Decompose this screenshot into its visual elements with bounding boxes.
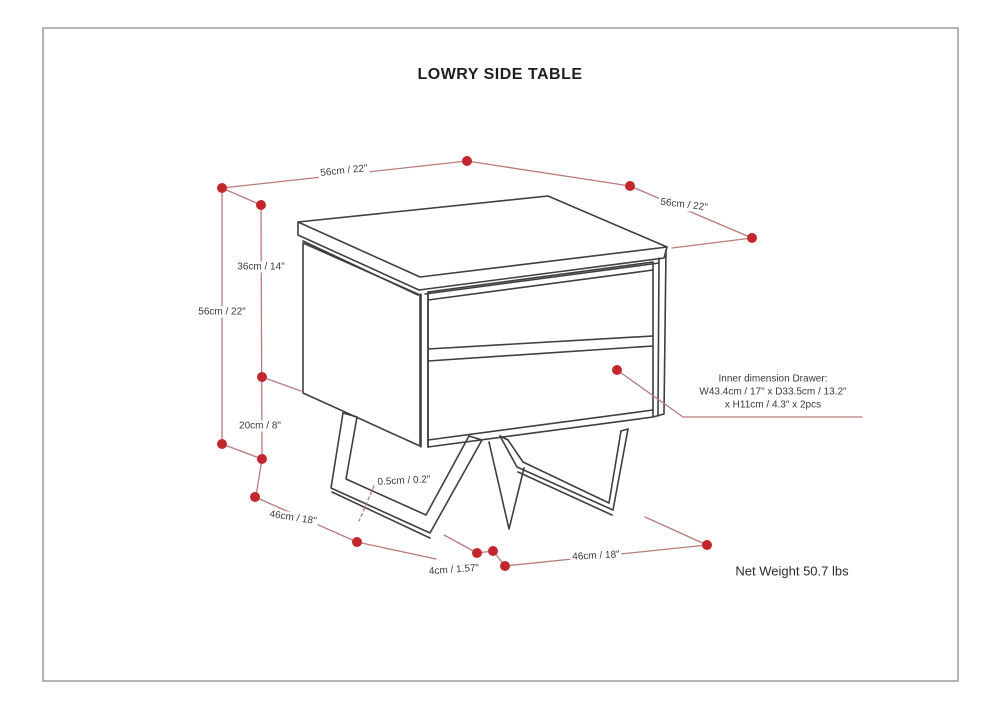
inner-drawer-note-line2: W43.4cm / 17" x D33.5cm / 13.2" xyxy=(699,386,847,398)
inner-drawer-note xyxy=(699,373,846,412)
net-weight: Net Weight 50.7 lbs xyxy=(735,563,849,579)
table-drawing xyxy=(298,196,667,538)
rear-leg-outer xyxy=(500,429,628,510)
dim-pad-thickness: 0.5cm / 0.2" xyxy=(377,474,431,488)
side-panel xyxy=(303,243,420,446)
dim-leg-span-front: 46cm / 18" xyxy=(268,508,318,528)
dimension-dots xyxy=(217,156,757,571)
inner-drawer-note-line3: x H11cm / 4.3" x 2pcs xyxy=(724,399,822,411)
dim-leg-span-side: 46cm / 18" xyxy=(572,549,620,563)
rear-leg-inner xyxy=(508,431,621,503)
page-title: LOWRY SIDE TABLE xyxy=(417,66,583,83)
rear-leg-runner xyxy=(518,472,612,515)
tabletop-reveal-right xyxy=(425,263,659,294)
dim-top-width: 56cm / 22" xyxy=(319,163,369,179)
page-border xyxy=(43,28,958,681)
dim-foot-width: 4cm / 1.57" xyxy=(428,562,480,578)
dim-top-depth: 56cm / 22" xyxy=(659,196,709,214)
dimension-lines xyxy=(222,161,862,566)
right-edge xyxy=(653,250,666,417)
dim-cabinet-height: 36cm / 14" xyxy=(237,261,285,273)
front-leg-outer xyxy=(331,413,482,533)
drawer-bottom-rail xyxy=(428,410,653,440)
dim-overall-height: 56cm / 22" xyxy=(198,306,246,318)
inner-drawer-note-line1: Inner dimension Drawer: xyxy=(718,373,828,385)
front-leg-runner xyxy=(332,492,430,538)
front-leg-inner xyxy=(346,417,469,515)
corner-post xyxy=(421,292,428,447)
tabletop-edge-right xyxy=(419,247,667,290)
pad-thickness-dashed-line xyxy=(359,486,374,521)
drawer-divider xyxy=(428,336,653,361)
dim-leg-height: 20cm / 8" xyxy=(239,420,281,432)
tabletop-edge-left xyxy=(298,222,419,290)
